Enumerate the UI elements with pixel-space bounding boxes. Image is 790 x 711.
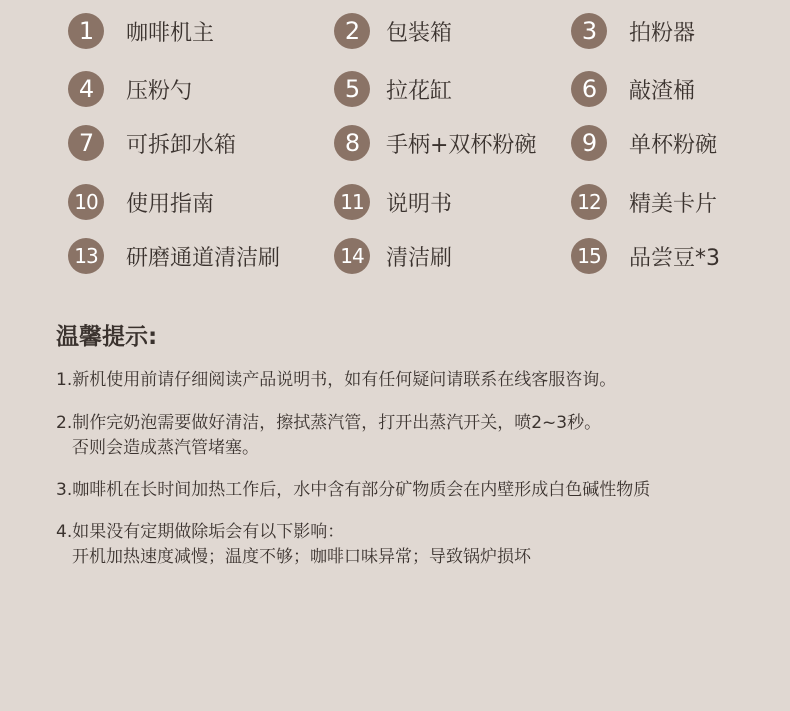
part-label: 单杯粉碗 [629,132,718,158]
tip-item [56,520,531,570]
number-badge: 11 [334,184,370,220]
number-badge: 8 [334,125,370,161]
tip-text: 1.新机使用前请仔细阅读产品说明书，如有任何疑问请联系在线客服咨询。 [56,370,617,390]
tips-title: 温馨提示: [56,324,158,350]
part-label: 包装箱 [386,20,453,46]
number-badge: 15 [571,238,607,274]
part-label: 拍粉器 [629,20,696,46]
part-label: 使用指南 [126,191,215,217]
tip-item [56,368,616,393]
part-label: 可拆卸水箱 [126,132,237,158]
part-label: 研磨通道清洁刷 [126,245,281,271]
tip-text-continued: 否则会造成蒸汽管堵塞。 [72,438,259,458]
tip-text: 3.咖啡机在长时间加热工作后，水中含有部分矿物质会在内壁形成白色碱性物质 [56,480,651,500]
part-item [334,237,452,275]
number-badge: 3 [571,13,607,49]
part-item [68,12,214,50]
number-badge: 5 [334,71,370,107]
tip-text: 4.如果没有定期做除垢会有以下影响： [56,522,345,542]
part-item [571,124,717,162]
number-badge: 13 [68,238,104,274]
number-badge: 12 [571,184,607,220]
number-badge: 2 [334,13,370,49]
number-badge: 6 [571,71,607,107]
part-item [334,124,536,162]
part-item [68,237,280,275]
part-label: 敲渣桶 [629,78,696,104]
tip-text: 2.制作完奶泡需要做好清洁，擦拭蒸汽管，打开出蒸汽开关，喷2~3秒。 [56,413,602,433]
part-item [334,183,452,221]
part-label: 手柄+双杯粉碗 [386,132,537,158]
part-item [334,12,452,50]
part-item [68,124,236,162]
tip-item [56,411,601,461]
number-badge: 4 [68,71,104,107]
part-item [571,12,695,50]
part-item [571,183,717,221]
part-item [68,183,214,221]
part-label: 品尝豆*3 [629,245,720,271]
tip-text-continued: 开机加热速度减慢；温度不够；咖啡口味异常；导致锅炉损坏 [72,547,531,567]
part-label: 精美卡片 [629,191,718,217]
part-item [571,70,695,108]
part-item [68,70,192,108]
number-badge: 1 [68,13,104,49]
part-label: 清洁刷 [386,245,453,271]
part-item [334,70,452,108]
part-label: 压粉勺 [126,78,193,104]
part-item [571,237,720,275]
part-label: 说明书 [386,191,453,217]
part-label: 咖啡机主 [126,20,215,46]
number-badge: 14 [334,238,370,274]
number-badge: 10 [68,184,104,220]
part-label: 拉花缸 [386,78,453,104]
number-badge: 7 [68,125,104,161]
number-badge: 9 [571,125,607,161]
tip-item [56,478,650,503]
